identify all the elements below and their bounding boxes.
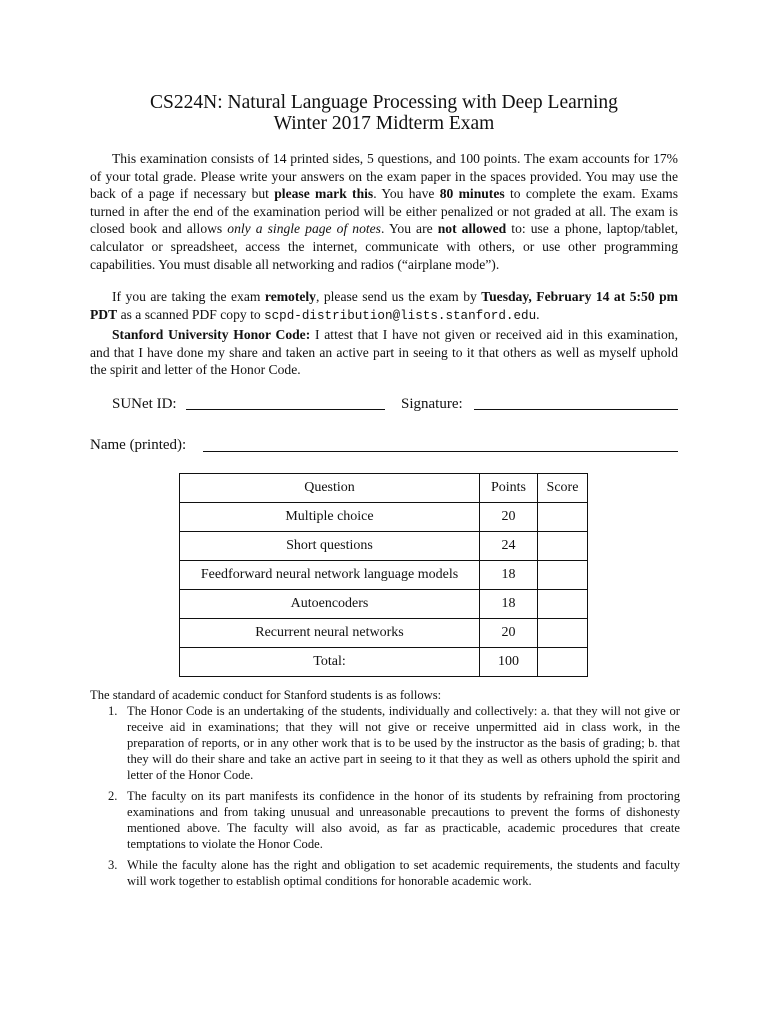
- honor-code-paragraph: [90, 326, 678, 379]
- score-cell[interactable]: [538, 561, 588, 590]
- header-points: Points: [480, 474, 538, 503]
- intro-text-3: to complete the exam. Exams turned in after the end of the examination period will be either penalized or not graded at all. The exam is closed book and allows: [90, 186, 678, 237]
- question-cell: Recurrent neural networks: [180, 619, 480, 648]
- header-question: Question: [180, 474, 480, 503]
- question-cell: Autoencoders: [180, 590, 480, 619]
- remote-text-4: .: [536, 306, 540, 322]
- list-item-number: 2.: [108, 789, 118, 803]
- header-score: Score: [538, 474, 588, 503]
- academic-conduct-section: [90, 687, 680, 894]
- exam-title: CS224N: Natural Language Processing with Deep Learning: [150, 92, 618, 113]
- score-cell[interactable]: [538, 532, 588, 561]
- total-points: 100: [480, 648, 538, 677]
- score-cell[interactable]: [538, 590, 588, 619]
- conduct-list: [90, 703, 680, 889]
- table-row: [180, 503, 588, 532]
- remote-text-3: as a scanned PDF copy to: [117, 306, 265, 322]
- question-cell: Feedforward neural network language models: [180, 561, 480, 590]
- list-item-text: While the faculty alone has the right and obligation to set academic requirements, the students and faculty will work together to establish optimal conditions for honorable academic work.: [127, 858, 680, 888]
- remote-text-2: , please send us the exam by: [315, 289, 482, 304]
- sunet-field[interactable]: [186, 409, 385, 410]
- remote-paragraph: [90, 288, 678, 325]
- intro-text-1: This examination consists of 14 printed sides, 5 questions, and 100 points. The exam accounts for 17% of your total grade. Please write your answers on the exam paper in the spaces provided. You may use the back of a page if necessary but: [90, 151, 678, 202]
- list-item-text: The faculty on its part manifests its confidence in the honor of its students by refraining from proctoring examinations and from taking unusual and unreasonable precautions to prevent the forms of dishonesty mentioned above. The faculty will also avoid, as far as practicable, academic procedures that create temptations to violate the Honor Code.: [127, 789, 680, 851]
- list-item-number: 3.: [108, 858, 118, 872]
- points-cell: 18: [480, 590, 538, 619]
- name-label: Name (printed):: [90, 437, 187, 453]
- remote-email: scpd-distribution@lists.stanford.edu: [264, 308, 537, 323]
- score-table: [179, 473, 588, 677]
- total-score-cell[interactable]: [538, 648, 588, 677]
- points-cell: 18: [480, 561, 538, 590]
- points-cell: 20: [480, 503, 538, 532]
- table-row: [180, 532, 588, 561]
- name-field[interactable]: [203, 451, 678, 452]
- conduct-lead: The standard of academic conduct for Stanford students is as follows:: [90, 688, 442, 702]
- list-item: [90, 703, 680, 783]
- list-item: [90, 857, 680, 889]
- table-row: [180, 619, 588, 648]
- signature-field[interactable]: [474, 409, 678, 410]
- points-cell: 24: [480, 532, 538, 561]
- remote-bold-remotely: remotely: [264, 289, 316, 304]
- intro-text-5: to: use a phone, laptop/tablet, calculator or spreadsheet, access the internet, communicate with others, or use other programming capabilities. You must disable all networking and radios (“airplane mode”).: [90, 221, 679, 272]
- total-row: [180, 648, 588, 677]
- exam-subtitle: Winter 2017 Midterm Exam: [273, 113, 495, 134]
- points-cell: 20: [480, 619, 538, 648]
- intro-text-2: . You have: [373, 186, 440, 202]
- honor-code-heading: Stanford University Honor Code:: [112, 327, 311, 342]
- signature-label: Signature:: [401, 396, 463, 412]
- remote-text-1: If you are taking the exam: [112, 289, 265, 304]
- total-label: Total:: [180, 648, 480, 677]
- intro-bold-mark: please mark this: [274, 186, 374, 202]
- score-cell[interactable]: [538, 619, 588, 648]
- list-item: [90, 788, 680, 852]
- intro-bold-minutes: 80 minutes: [439, 186, 505, 202]
- intro-paragraph: [90, 150, 678, 273]
- question-cell: Short questions: [180, 532, 480, 561]
- score-cell[interactable]: [538, 503, 588, 532]
- table-row: [180, 561, 588, 590]
- intro-text-4: . You are: [380, 221, 438, 237]
- list-item-text: The Honor Code is an undertaking of the students, individually and collectively: a. that they will not give or receive aid in examinations; that they will not give or receive unpermitted aid in class work, in the preparation of reports, or in any other work that is to be used by the instructor as the basis of grading; b. that they will do their share and take an active part in seeing to it that they as well as others uphold the spirit and letter of the Honor Code.: [127, 704, 680, 782]
- list-item-number: 1.: [108, 704, 118, 718]
- honor-code-text: I attest that I have not given or received aid in this examination, and that I have done my share and taken an active part in seeing to it that others as well as myself uphold the spirit and letter of the Honor Code.: [90, 327, 678, 378]
- table-row: [180, 590, 588, 619]
- intro-bold-not-allowed: not allowed: [437, 221, 507, 237]
- sunet-label: SUNet ID:: [112, 396, 177, 412]
- remote-bold-deadline: Tuesday, February 14 at 5:50 pm PDT: [90, 289, 678, 322]
- table-header-row: [180, 474, 588, 503]
- question-cell: Multiple choice: [180, 503, 480, 532]
- intro-italic-notes: only a single page of notes: [227, 221, 381, 237]
